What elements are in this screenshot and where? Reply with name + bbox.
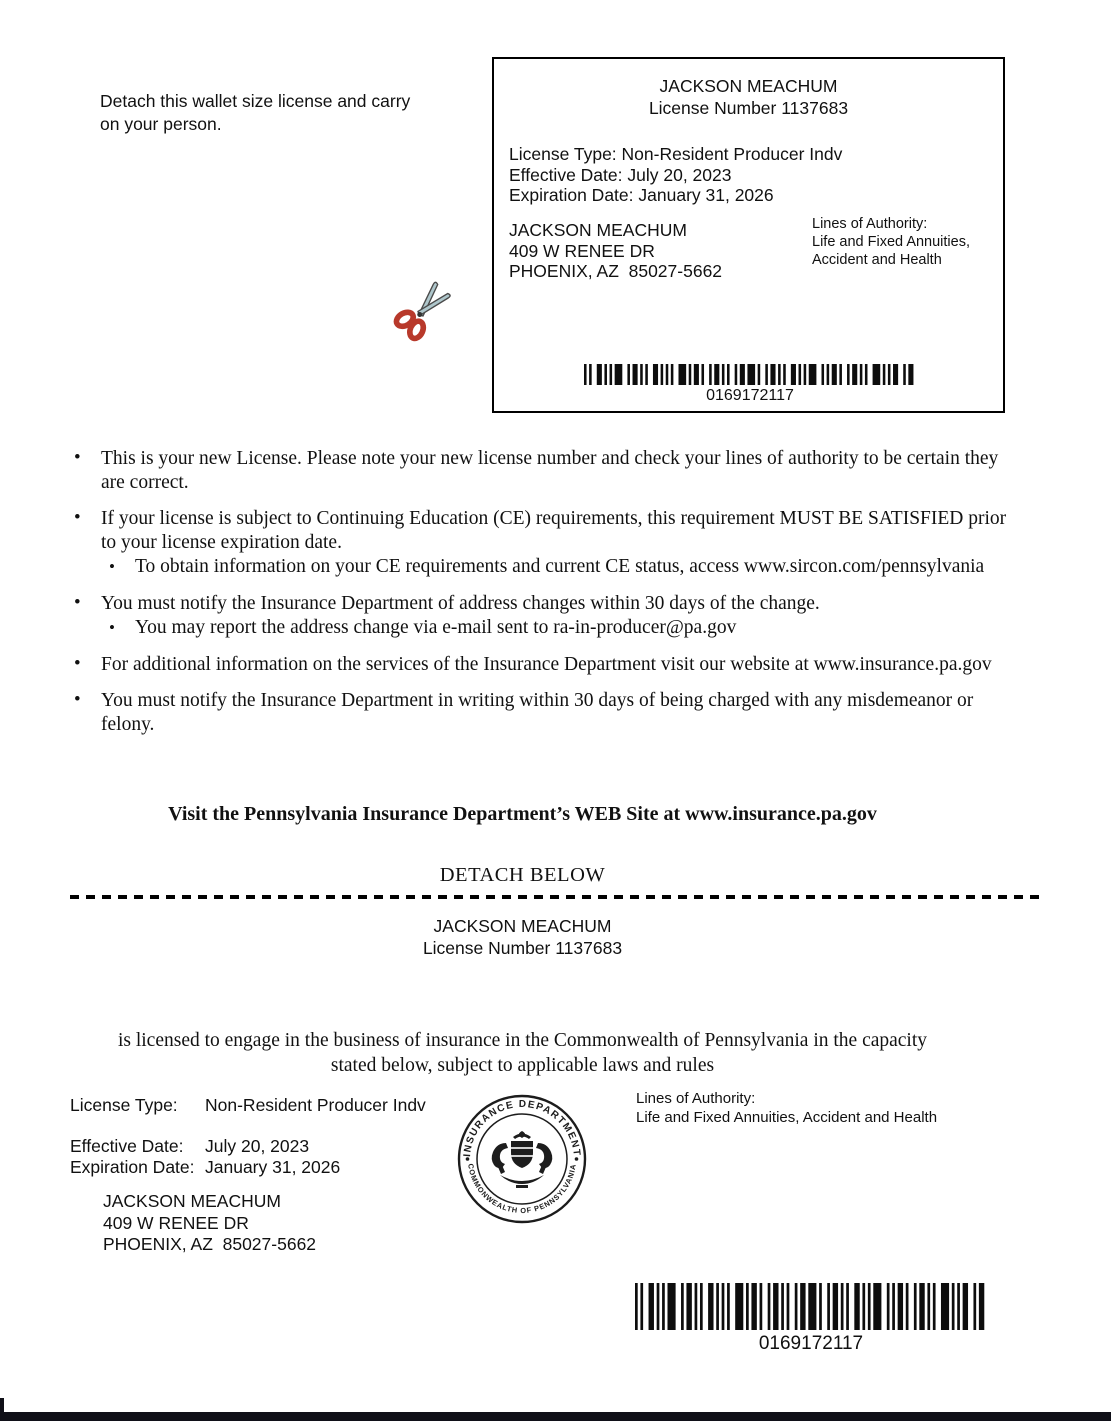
card-address: [509, 220, 722, 282]
sub-bullet: • To obtain information on your CE requirements and current CE status, access www.sircon.com/pennsylvania: [101, 555, 1008, 579]
bullet-item: [68, 447, 1008, 494]
bullet-text: • If your license is subject to Continuing Education (CE) requirements, this requirement MUST BE SATISFIED prior to your license expiration date.: [101, 508, 1007, 553]
card-field-license-type: License Type: Non-Resident Producer Indv: [509, 144, 843, 164]
detached-holder-name: JACKSON MEACHUM: [433, 916, 612, 936]
detached-barcode-number: 0169172117: [758, 1333, 864, 1354]
scissors-icon: [386, 274, 458, 350]
lower-effective-date-value: July 20, 2023: [205, 1136, 310, 1156]
card-field-effective-date: Effective Date: July 20, 2023: [509, 164, 732, 185]
bullet-text: • You must notify the Insurance Department in writing within 30 days of being charged with any misdemeanor or felony.: [101, 690, 974, 735]
card-fields: [509, 144, 842, 206]
lower-address-line: JACKSON MEACHUM: [103, 1191, 281, 1211]
bullet-item: [68, 653, 1008, 677]
card-address-line: 409 W RENEE DR: [509, 240, 655, 261]
lower-lines-of-authority: [636, 1089, 937, 1127]
bullet-item: [68, 507, 1008, 579]
card-header: [494, 75, 1003, 119]
pa-coat-of-arms: [492, 1131, 553, 1188]
detach-note: Detach this wallet size license and carry on your person.: [100, 91, 416, 134]
lower-expiration-date-label: Expiration Date:: [70, 1157, 195, 1177]
card-field-expiration-date: Expiration Date: January 31, 2026: [509, 185, 774, 205]
detached-header: [0, 915, 1045, 959]
detached-barcode: [635, 1283, 987, 1330]
bullet-list: [68, 447, 1008, 749]
bullet-item: [68, 592, 1008, 640]
lower-license-type-value: Non-Resident Producer Indv: [205, 1095, 426, 1115]
seal-bottom-text: COMMONWEALTH OF PENNSYLVANIA: [466, 1162, 578, 1216]
bullet-text: • This is your new License. Please note your new license number and check your lines of authority to be certain they are correct.: [101, 448, 999, 493]
lower-effective-date-label: Effective Date:: [70, 1136, 184, 1156]
bullet-text: • For additional information on the services of the Insurance Department visit our website at www.insurance.pa.gov: [101, 653, 992, 675]
card-loa-label: Lines of Authority:: [812, 216, 928, 232]
lower-address-line: 409 W RENEE DR: [103, 1212, 249, 1233]
bullet-item: [68, 689, 1008, 736]
card-loa-line: Accident and Health: [812, 252, 942, 268]
sub-bullet: • You may report the address change via e-mail sent to ra-in-producer@pa.gov: [101, 616, 1008, 640]
bullet-text: • You must notify the Insurance Department of address changes within 30 days of the change.: [101, 592, 820, 614]
detach-below-label: DETACH BELOW: [439, 864, 606, 886]
licensed-statement-line: stated below, subject to applicable laws and rules: [330, 1055, 715, 1076]
card-address-line: JACKSON MEACHUM: [509, 220, 687, 240]
lower-license-type-label: License Type:: [70, 1095, 178, 1115]
licensed-statement-line: is licensed to engage in the business of insurance in the Commonwealth of Pennsylvania in the capacity: [117, 1030, 928, 1051]
wallet-license-card: [492, 57, 1005, 413]
card-lines-of-authority: [812, 215, 970, 269]
detached-license-number: License Number 1137683: [422, 938, 623, 958]
card-license-number: License Number 1137683: [648, 98, 849, 118]
lower-address: [103, 1191, 316, 1256]
web-site-banner: Visit the Pennsylvania Insurance Department’s WEB Site at www.insurance.pa.gov: [168, 803, 877, 825]
lower-expiration-date-value: January 31, 2026: [205, 1157, 341, 1177]
detach-dashed-line: [70, 895, 1042, 899]
lower-loa-label: Lines of Authority:: [636, 1090, 756, 1107]
wallet-barcode-number: 0169172117: [706, 387, 794, 404]
lower-address-line: PHOENIX, AZ 85027-5662: [103, 1234, 317, 1254]
licensed-statement: [0, 1028, 1045, 1078]
wallet-barcode: [584, 364, 916, 385]
card-loa-line: Life and Fixed Annuities,: [812, 234, 970, 250]
card-holder-name: JACKSON MEACHUM: [659, 76, 838, 96]
pa-insurance-department-seal: [456, 1093, 588, 1225]
card-address-line: PHOENIX, AZ 85027-5662: [509, 261, 723, 281]
footer-bar: [0, 1412, 1111, 1421]
lower-loa-value: Life and Fixed Annuities, Accident and Health: [636, 1109, 938, 1126]
seal-top-text: INSURANCE DEPARTMENT: [462, 1098, 583, 1158]
